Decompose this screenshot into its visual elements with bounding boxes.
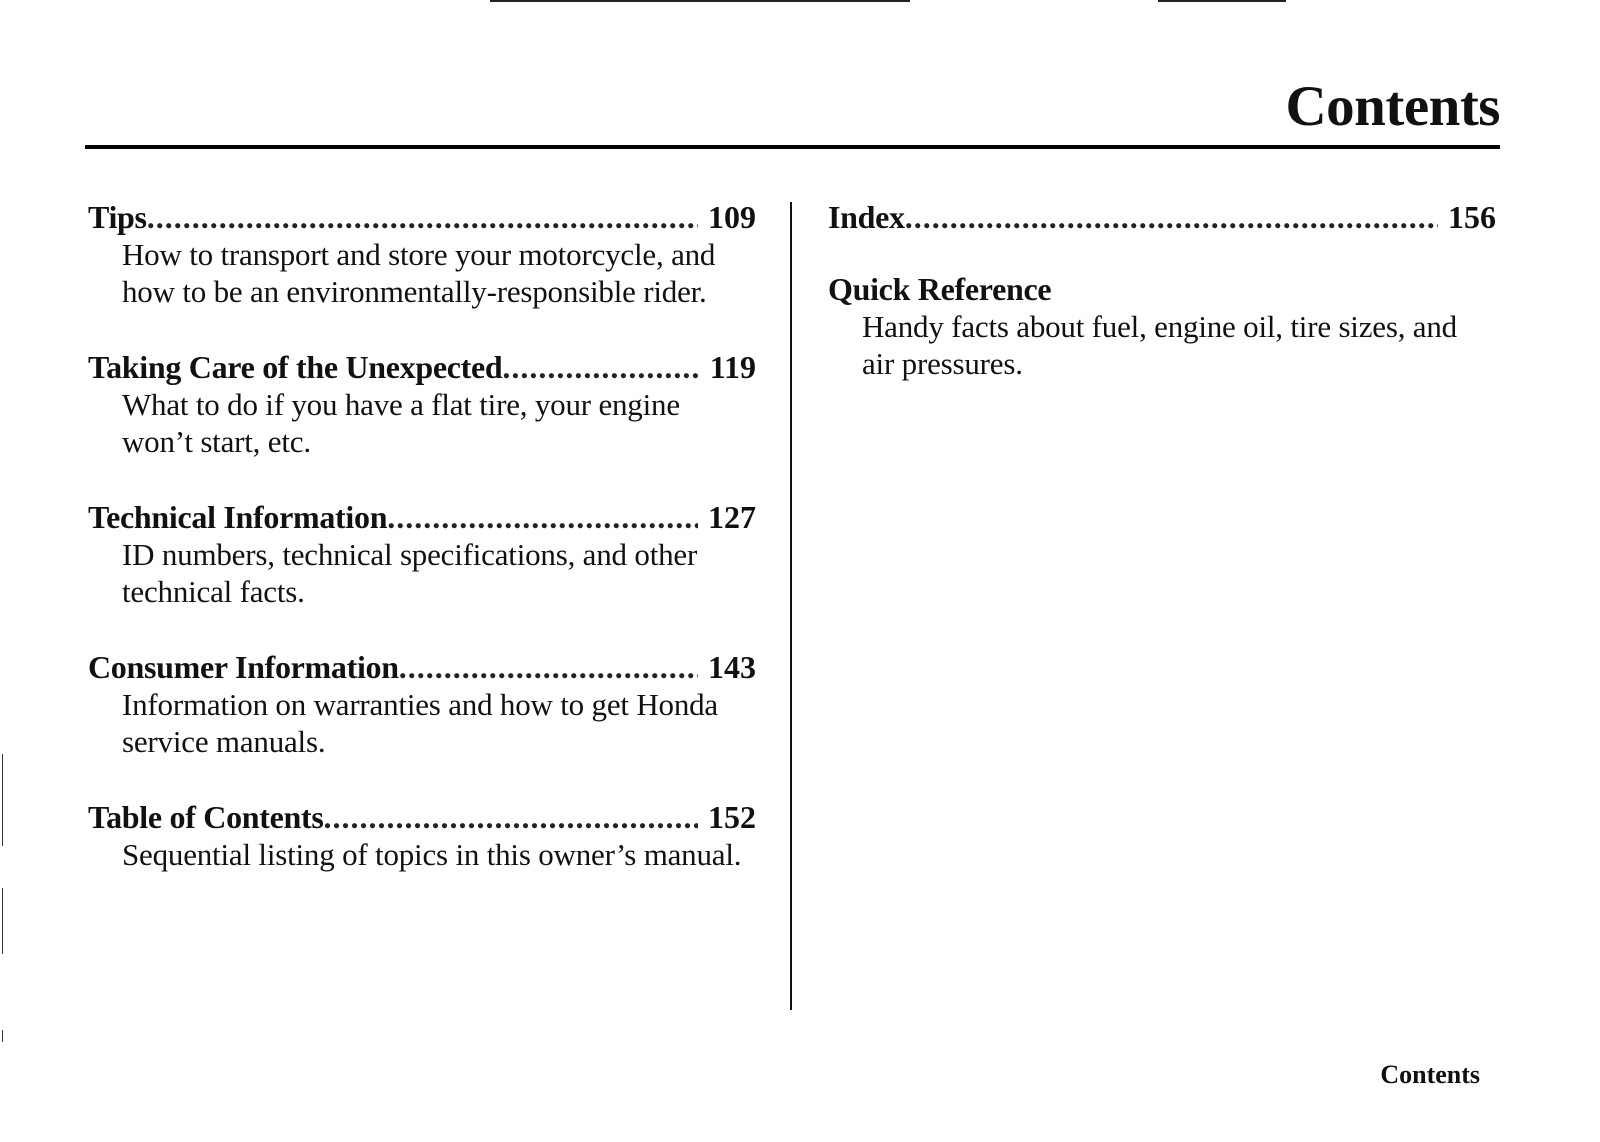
dot-leader — [387, 498, 698, 536]
toc-right-column — [828, 198, 1496, 382]
scan-mark — [2, 888, 3, 954]
toc-entry-heading — [828, 198, 1496, 236]
toc-entry-title: Consumer Information — [88, 649, 399, 685]
toc-entry-technical-information[interactable] — [88, 498, 756, 610]
spacer — [828, 236, 1496, 270]
dot-leader — [905, 198, 1438, 236]
toc-entry-title: Technical Information — [88, 499, 388, 535]
toc-left-column — [88, 198, 756, 911]
toc-entry-description: Sequential listing of topics in this owner’s manual. — [122, 837, 742, 872]
toc-entry-heading — [88, 648, 756, 686]
dot-leader — [147, 198, 698, 236]
toc-entry-description: How to transport and store your motorcycle, and how to be an environmentally-responsible rider. — [122, 237, 716, 309]
page-title: Contents — [1285, 75, 1500, 138]
toc-entry-tips[interactable] — [88, 198, 756, 310]
toc-entry-title: Taking Care of the Unexpected — [88, 349, 503, 385]
toc-entry-heading — [88, 198, 756, 236]
toc-entry-description: ID numbers, technical specifications, and other technical facts. — [122, 537, 698, 609]
scan-mark — [1158, 0, 1286, 2]
scan-mark — [2, 754, 3, 846]
toc-page-number: 127 — [708, 499, 756, 535]
toc-page-number: 143 — [708, 649, 756, 685]
page-footer-label: Contents — [1380, 1060, 1480, 1089]
toc-entry-heading — [88, 498, 756, 536]
dot-leader — [324, 798, 698, 836]
toc-page-number: 156 — [1448, 199, 1496, 235]
toc-entry-consumer-information[interactable] — [88, 648, 756, 760]
toc-entry-taking-care[interactable] — [88, 348, 756, 460]
dot-leader — [399, 648, 698, 686]
toc-entry-description: What to do if you have a flat tire, your engine won’t start, etc. — [122, 387, 680, 459]
toc-entry-quick-reference[interactable] — [828, 270, 1496, 382]
scan-mark — [490, 0, 910, 2]
toc-entry-title: Quick Reference — [828, 271, 1052, 307]
toc-page-number: 119 — [709, 349, 756, 385]
toc-entry-table-of-contents[interactable] — [88, 798, 756, 873]
column-divider — [790, 202, 792, 1010]
toc-entry-title: Index — [828, 199, 905, 235]
toc-entry-heading — [88, 348, 756, 386]
title-rule — [85, 145, 1500, 149]
toc-entry-title: Table of Contents — [88, 799, 324, 835]
scan-mark — [2, 1030, 3, 1042]
dot-leader — [502, 348, 699, 386]
toc-page-number: 109 — [708, 199, 756, 235]
toc-entry-title: Tips — [88, 199, 147, 235]
toc-page-number: 152 — [708, 799, 756, 835]
toc-entry-index[interactable] — [828, 198, 1496, 236]
toc-entry-heading — [88, 798, 756, 836]
toc-entry-description: Information on warranties and how to get Honda service manuals. — [122, 687, 718, 759]
toc-entry-description: Handy facts about fuel, engine oil, tire sizes, and air pressures. — [862, 309, 1457, 381]
